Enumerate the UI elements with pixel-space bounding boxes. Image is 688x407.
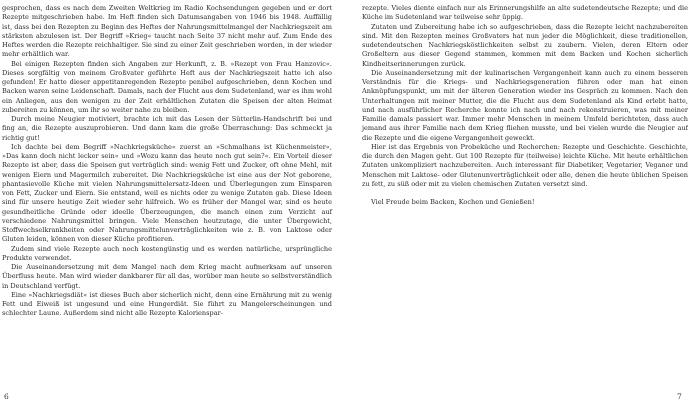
right-paragraph-1: rezepte. Vieles diente einfach nur als Erinnerungshilfe an alte sudetendeutsche Rezepte; und die Küche im Sudetenland war teilweise sehr üppig. bbox=[362, 4, 688, 22]
page-number-left: 6 bbox=[4, 392, 9, 401]
left-paragraph-2: Bei einigen Rezepten finden sich Angaben zur Herkunft, z. B. »Rezept von Frau Hanzovic«. Dieses sorgfältig von meinem Großvater geführte Heft aus der Nachkriegszeit hatte ich also gefunden! Er hatte dieser appetitanregenden Rezepte penibel aufgeschrieben, denn Kochen und Backen waren seine Leidenschaft. Damals, nach der Flucht aus dem Sudetenland, war es ihm wohl ein Anliegen, aus den wenigen zu der Zeit erhältlichen Zutaten die Speisen der alten Heimat zubereiten zu können, um ihr so weiter nahe zu bleiben. bbox=[2, 59, 332, 114]
left-paragraph-6: Die Auseinandersetzung mit dem Mangel nach dem Krieg macht aufmerksam auf unseren Überfluss heute. Man wird wieder dankbarer für all das, worüber man heute so selbstverständlich in Deutschland verfügt. bbox=[2, 263, 332, 290]
right-page bbox=[362, 4, 688, 208]
right-paragraph-4: Hier ist das Ergebnis von Probeküche und Recherchen: Rezepte und Geschichte. Geschichte, die durch den Magen geht. Gut 100 Rezepte für (teilweise) leichte Küche. Mit heute erhältlichen Zutaten unkompliziert nachzubereiten. Auch interessant für Diabetiker, Vegetarier, Veganer und Menschen mit Laktose- oder Glutenunverträglichkeit oder alle, denen die heute üblichen Speisen zu fett, zu süß oder mit zu vielen chemischen Zutaten versetzt sind. bbox=[362, 142, 688, 188]
left-paragraph-5: Zudem sind viele Rezepte auch noch kostengünstig und es werden natürliche, ursprüngliche Produkte verwendet. bbox=[2, 244, 332, 262]
right-closing-line: Viel Freude beim Backen, Kochen und Genießen! bbox=[371, 198, 535, 207]
left-page bbox=[2, 4, 332, 319]
left-paragraph-4: Ich dachte bei dem Begriff »Nachkriegsküche« zuerst an »Schmalhans ist Küchenmeister«, »Das kann doch nicht lecker sein« und »Wozu kann das heute noch gut sein?«. Ein Vorteil dieser Rezepte ist aber, dass die Speisen gut verträglich sind: wenig Fett und Zucker, oft ohne Mehl, mit wenigen Eiern und Magermilch zubereitet. Die Nachkriegsküche ist eine aus der Not geborene, phantasievolle Küche mit vielen Nahrungsmittelersatz-Ideen und Überlegungen zum Einsparen von Fett, Zucker und Eiern. Sie entstand, weil es nichts oder zu wenige Zutaten gab. Diese Ideen sind für unsere heutige Zeit wieder sehr hilfreich. Wo es früher der Mangel war, sind es heute gesundheitliche Gründe oder ideelle Überzeugungen, die manch einen zum Verzicht auf verschiedene Nahrungsmittel bringen. Viele Menschen heutzutage, die unter Übergewicht, Stoffwechselkrankheiten oder Nahrungsmittelunverträglichkeiten wie z. B. von Laktose oder Gluten leiden, können von dieser Küche profitieren. bbox=[2, 142, 332, 244]
right-paragraph-3: Die Auseinandersetzung mit der kulinarischen Vergangenheit kann auch zu einem besseren Verständnis für die Kriegs- und Nachkriegsgeneration führen oder man hat einen Anknüpfungspunkt, um mit der älteren Generation wieder ins Gespräch zu kommen. Nach den Unterhaltungen mit meiner Mutter, die die Flucht aus dem Sudetenland als Kind erlebt hatte, und nach ausführlicher Recherche konnte ich nach und nach rekonstruieren, was mit meiner Familie damals passiert war. Immer mehr Menschen in meinem Umfeld berichteten, dass auch jemand aus ihrer Familie nach dem Krieg fliehen musste, und bei vielen wurde die Neugier auf die Rezepte und die eigene Vergangenheit geweckt. bbox=[362, 68, 688, 142]
page-number-right: 7 bbox=[677, 392, 682, 401]
left-paragraph-1: gesprochen, dass es nach dem Zweiten Weltkrieg im Radio Kochsendungen gegeben und er dort Rezepte mitgeschrieben habe. Im Heft finden sich Datumsangaben von 1946 bis 1948. Auffällig ist, dass bei den Rezepten zu Beginn des Heftes der Nahrungsmittelmangel der Nachkriegszeit am stärksten abzulesen ist. Der Begriff »Krieg« taucht nach Seite 37 nicht mehr auf. Zum Ende des Heftes werden die Rezepte reichhaltiger. Sie sind zu einer Zeit geschrieben worden, in der wieder mehr erhältlich war. bbox=[2, 4, 332, 59]
left-paragraph-7: Eine »Nachkriegsdiät« ist dieses Buch aber sicherlich nicht, denn eine Ernährung mit zu wenig Fett und Eiweiß ist ungesund und eine Hungerdiät. Sie führt zu Mangelerscheinungen und schlechter Laune. Außerdem sind nicht alle Rezepte Kalorienspar- bbox=[2, 290, 332, 318]
right-paragraph-2: Zutaten und Zubereitung habe ich so aufgeschrieben, dass die Rezepte leicht nachzubereiten sind. Mit den Rezepten meines Großvaters hat nun jeder die Möglichkeit, diese traditionellen, sudetendeutschen Nachkriegsköstlichkeiten selbst zu zaubern. Vielen, deren Eltern oder Großeltern aus dieser Gegend stammen, kommen mit dem Backen und Kochen sicherlich Kindheitserinnerungen zurück. bbox=[362, 22, 688, 68]
left-paragraph-3: Durch meine Neugier motiviert, brachte ich mit das Lesen der Sütterlin-Handschrift bei und fing an, die Rezepte auszuprobieren. Und dann kam die große Überraschung: Das schmeckt ja richtig gut! bbox=[2, 115, 332, 142]
